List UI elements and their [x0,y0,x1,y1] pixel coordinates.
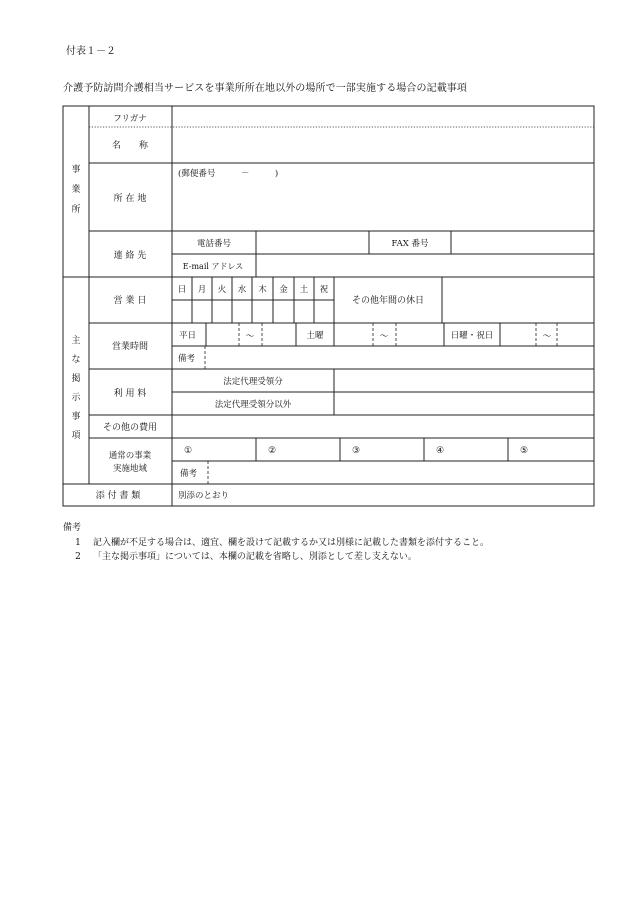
area-number-3: ③ [352,446,361,456]
tilde-saturday: ～ [379,332,389,342]
weekday-2: 火 [217,285,227,295]
label-fee-non-statutory: 法定代理受領分以外 [214,400,292,410]
weekday-1: 月 [197,285,207,295]
label-fax: FAX 番号 [391,239,429,249]
area-number-2: ② [268,446,277,456]
label-saturday: 土曜 [306,331,324,341]
label-other-costs: その他の費用 [102,423,158,433]
table-grid-lines [63,106,594,506]
tilde-sunday: ～ [542,332,552,342]
section-office-char: 業 [71,185,81,195]
weekday-7: 祝 [319,285,329,295]
section-label-main-postings [71,334,81,441]
section-main-char: 掲 [71,374,81,384]
document-id: 付表１－２ [66,46,116,57]
label-other-holidays: その他年間の休日 [351,296,425,306]
note-number: 2 [75,552,81,562]
attachments-value: 別添のとおり [178,491,230,501]
section-main-char: 事 [71,412,81,422]
label-contact: 連 絡 先 [113,251,147,261]
label-fee: 利 用 料 [113,389,147,399]
area-number-1: ① [184,446,193,456]
weekday-3: 水 [237,285,247,295]
label-service-area-line1: 通常の事業 [108,451,152,461]
section-label-office [71,163,80,215]
weekday-0: 日 [177,285,187,295]
label-business-hours: 営業時間 [111,342,149,352]
label-email: E-mail アドレス [182,262,244,271]
label-address: 所 在 地 [113,194,147,204]
note-item-2 [63,550,489,564]
table-border [63,106,594,506]
label-remarks-hours: 備考 [178,354,196,364]
weekday-6: 土 [299,285,309,295]
area-number-5: ⑤ [520,446,529,456]
note-item-1 [63,536,489,550]
document-title: 介護予防訪問介護相当サービスを事業所所在地以外の場所で一部実施する場合の記載事項 [63,83,467,94]
section-main-char: 項 [71,431,81,441]
weekday-4: 木 [258,285,267,295]
section-main-char: 示 [71,393,81,403]
service-area-numbers [184,446,528,456]
label-sunday-holiday: 日曜・祝日 [450,331,494,341]
label-business-days: 営 業 日 [113,296,147,306]
section-main-char: 主 [71,336,81,346]
area-number-4: ④ [436,446,445,456]
notes-section [63,521,489,564]
label-furigana: フリガナ [113,114,147,124]
label-service-area-line2: 実施地域 [112,464,148,474]
notes-heading: 備考 [63,523,82,533]
section-office-char: 所 [71,205,81,215]
note-text: 「主な掲示事項」については、本欄の記載を省略し、別添として差し支えない。 [93,552,417,562]
label-phone: 電話番号 [196,239,232,249]
note-number: 1 [75,538,81,548]
weekday-headers [178,284,329,295]
label-weekday: 平日 [179,331,197,341]
note-text: 記入欄が不足する場合は、適宜、欄を設けて記載するか又は別様に記載した書類を添付すること。 [93,538,490,548]
tilde-weekday: ～ [245,332,255,342]
label-postal-code: (郵便番号 － ) [178,169,279,179]
label-fee-statutory: 法定代理受領分 [223,377,283,387]
label-attachments: 添 付 書 類 [95,491,141,501]
label-remarks-area: 備考 [180,469,198,479]
section-main-char: な [71,355,81,365]
label-name: 名 称 [111,141,149,151]
section-office-char: 事 [71,165,81,175]
weekday-5: 金 [279,285,288,295]
dashed-lines [89,127,594,484]
